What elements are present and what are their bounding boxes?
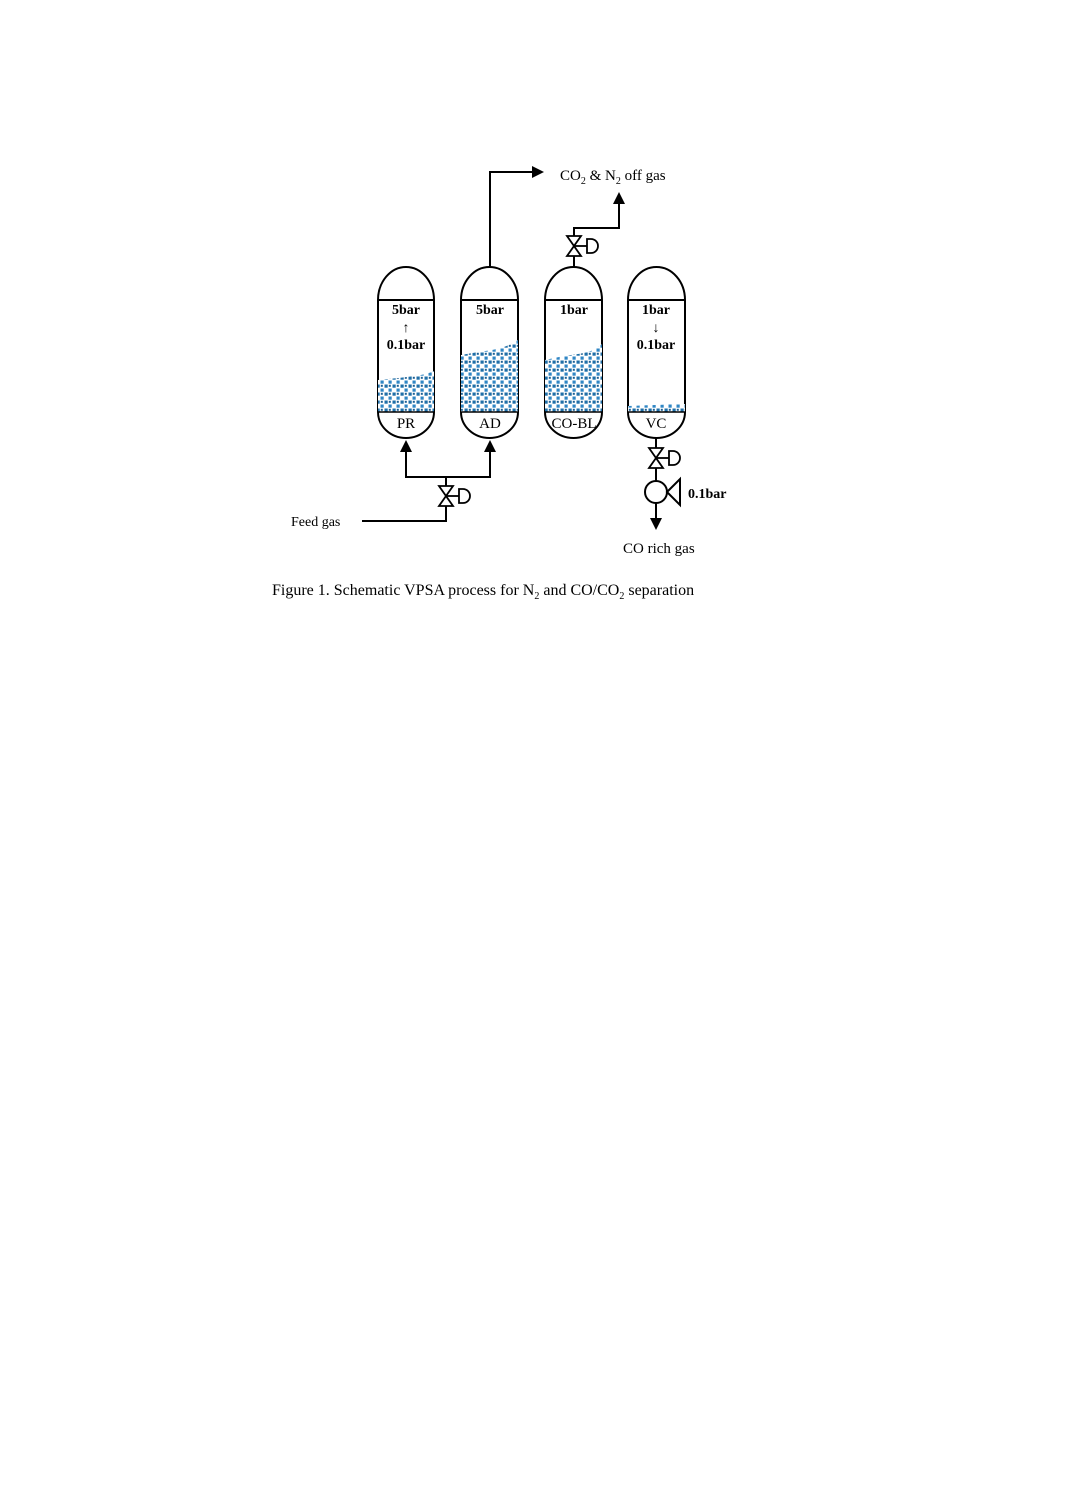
pressure-arrow-vc: ↓ [652,321,660,336]
pressure-arrow-pr: ↑ [402,321,410,336]
offgas-line-co-bl [567,192,625,267]
valve-icon [439,486,470,506]
vacuum-line [645,438,680,530]
feed-line [362,440,496,521]
feed-gas-label: Feed gas [291,515,341,530]
vacuum-pressure-label: 0.1bar [688,487,727,502]
column-co-bl [545,267,602,438]
valve-icon [567,236,598,256]
column-ad [461,267,518,438]
pressure-top-ad: 5bar [476,303,504,318]
arrow-head-icon [400,440,412,452]
pressure-top-co-bl: 1bar [560,303,588,318]
column-tag-vc: VC [645,416,667,432]
column-vc [628,267,685,438]
co-rich-gas-label: CO rich gas [623,541,695,557]
column-tag-co-bl: CO-BL [551,416,597,432]
pressure-bottom-pr: 0.1bar [386,338,426,353]
figure-caption: Figure 1. Schematic VPSA process for $N_2$ and $CO/CO_2$ separation [272,582,695,602]
arrow-head-icon [484,440,496,452]
column-pr [378,267,434,438]
offgas-line-ad [490,166,544,267]
pressure-top-pr: 5bar [392,303,420,318]
column-tag-ad: AD [479,416,501,432]
arrow-head-icon [650,518,662,530]
offgas-label: $CO_2$ & $N_2$ off gas [560,168,666,187]
arrow-head-icon [613,192,625,204]
arrow-head-icon [532,166,544,178]
column-tag-pr: PR [396,416,416,432]
pressure-bottom-vc: 0.1bar [636,338,676,353]
valve-icon [649,448,680,468]
pump-icon [645,479,680,505]
pressure-top-vc: 1bar [642,303,670,318]
